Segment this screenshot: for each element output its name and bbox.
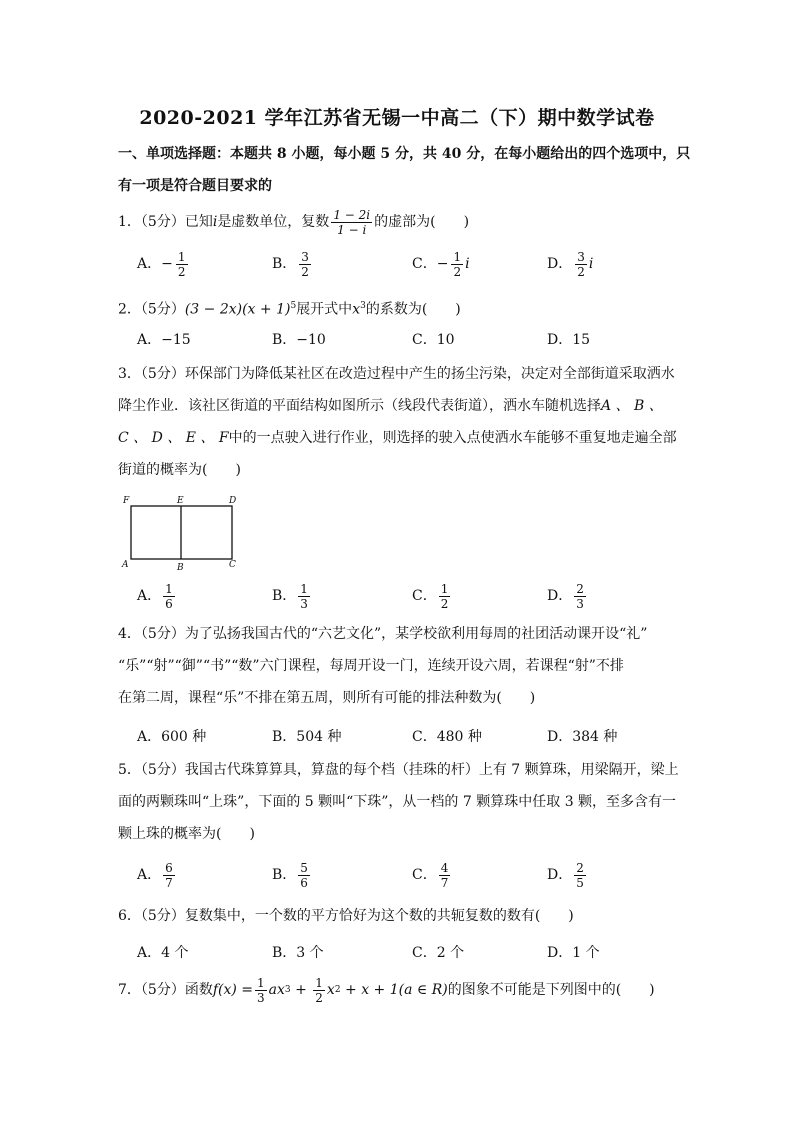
q2-option-b[interactable]: B．−10 [272,332,326,348]
question-5-line1: 5．（5分）我国古代珠算算具，算盘的每个档（挂珠的杆）上有 7 颗算珠，用梁隔开，梁上 [118,762,679,778]
label-C: C [229,560,236,570]
label-A: A [122,560,129,570]
question-3-options [137,578,697,614]
label-D: D [229,496,237,506]
question-3-line1: 3．（5分）环保部门为降低某社区在改造过程中产生的扬尘污染，决定对全部街道采取洒水 [118,366,675,382]
question-1: 1．（5分）已知 i 是虚数单位，复数 $\frac{1 - 2i}{1 - i}$ 的虚部为( ) [118,207,470,237]
q4-option-a[interactable]: A．600 种 [137,729,207,745]
q4-option-d[interactable]: D．384 种 [547,729,618,745]
q1-option-b[interactable]: B． $\frac{3}{2}$ [272,249,309,279]
section-heading-line2: 有一项是符合题目要求的 [118,178,272,194]
question-2-options [137,322,697,358]
question-2: 2．（5分）$(3 - 2x)(x + 1)^5$展开式中$x^3$的系数为( ) [118,301,461,318]
page-title: 2020-2021 学年江苏省无锡一中高二（下）期中数学试卷 [139,107,655,129]
section-heading-line1: 一、单项选择题：本题共 8 小题，每小题 5 分，共 40 分，在每小题给出的四个选项中，只 [118,146,691,162]
question-5-line3: 颗上珠的概率为( ) [118,826,255,842]
q5-option-a[interactable]: A． $\frac{6}{7}$ [137,860,173,890]
q1-option-a[interactable]: A． − $\frac{1}{2}$ [137,249,186,279]
question-3-line2: 降尘作业．该社区街道的平面结构如图所示（线段代表街道），洒水车随机选择A 、 B 、 [118,398,663,414]
question-1-options [137,246,697,282]
label-B: B [177,563,184,573]
q3-option-c[interactable]: C． $\frac{1}{2}$ [412,581,449,611]
question-4-line2: “乐”“射”“御”“书”“数”六门课程，每周开设一门，连续开设六周，若课程“射”不排 [118,658,624,674]
question-5-options [137,857,697,893]
question-6-options [137,935,697,971]
q5-option-c[interactable]: C． $\frac{4}{7}$ [412,860,449,890]
question-4-options [137,719,697,755]
street-layout-diagram [120,493,250,575]
q3-option-a[interactable]: A． $\frac{1}{6}$ [137,581,173,611]
question-3-line3: C 、 D 、 E 、 F中的一点驶入进行作业，则选择的驶入点使洒水车能够不重复地走遍全部 [118,430,677,446]
q2-option-a[interactable]: A．−15 [137,332,191,348]
q6-option-a[interactable]: A．4 个 [137,945,189,961]
q4-option-c[interactable]: C．480 种 [412,729,482,745]
q5-option-b[interactable]: B． $\frac{5}{6}$ [272,860,308,890]
question-4-line3: 在第二周，课程“乐”不排在第五周，则所有可能的排法种数为( ) [118,690,536,706]
q1-option-c[interactable]: C． − $\frac{1}{2}$ i [412,249,470,279]
q6-option-b[interactable]: B．3 个 [272,945,324,961]
q3-option-d[interactable]: D． $\frac{2}{3}$ [547,581,584,611]
label-F: F [123,496,130,506]
question-5-line2: 面的两颗珠叫“上珠”，下面的 5 颗叫“下珠”，从一档的 7 颗算珠中任取 3 颗，至多含有一 [118,794,677,810]
question-6: 6．（5分）复数集中，一个数的平方恰好为这个数的共轭复数的数有( ) [118,908,574,924]
question-4-line1: 4．（5分）为了弘扬我国古代的“六艺文化”，某学校欲利用每周的社团活动课开设“礼” [118,626,648,642]
complex-fraction: $\frac{1 - 2i}{1 - i}$ [333,207,371,237]
q2-option-c[interactable]: C．10 [412,332,455,348]
q3-option-b[interactable]: B． $\frac{1}{3}$ [272,581,308,611]
q4-option-b[interactable]: B．504 种 [272,729,342,745]
q1-option-d[interactable]: D． $\frac{3}{2}$ i [547,249,594,279]
q2-option-d[interactable]: D．15 [547,332,591,348]
q6-option-d[interactable]: D．1 个 [547,945,600,961]
label-E: E [177,496,184,506]
q5-option-d[interactable]: D． $\frac{2}{5}$ [547,860,584,890]
q6-option-c[interactable]: C．2 个 [412,945,465,961]
question-7: 7．（5分）函数 f(x) = $\frac{1}{3}$ ax 3 + $\frac{1}{2}$ x 2 + x + 1(a ∈ R) 的图象不可能是下列图中的( ) [118,975,655,1005]
question-3-line4: 街道的概率为( ) [118,462,241,478]
